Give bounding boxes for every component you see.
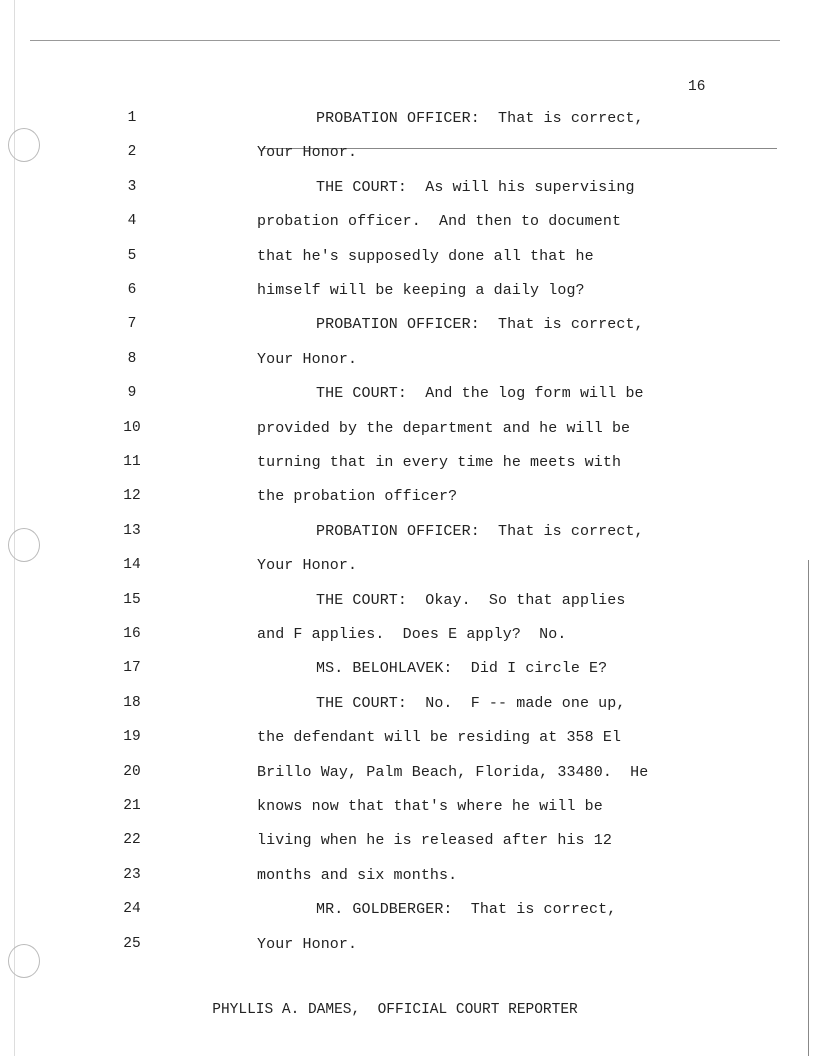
- line-number: 19: [123, 729, 141, 745]
- transcript-line: [0, 420, 817, 444]
- line-number: 1: [127, 110, 137, 126]
- line-number: 12: [123, 488, 141, 504]
- transcript-line: [0, 660, 817, 684]
- transcript-line: [0, 592, 817, 616]
- line-text: Your Honor.: [257, 557, 358, 574]
- line-number: 5: [127, 248, 137, 264]
- line-number: 16: [123, 626, 141, 642]
- line-text: probation officer. And then to document: [257, 213, 622, 230]
- line-text: MR. GOLDBERGER: That is correct,: [316, 901, 617, 918]
- transcript-line: [0, 729, 817, 753]
- line-text: PROBATION OFFICER: That is correct,: [316, 523, 644, 540]
- line-text: PROBATION OFFICER: That is correct,: [316, 110, 644, 127]
- transcript-line: [0, 488, 817, 512]
- line-text: THE COURT: As will his supervising: [316, 179, 635, 196]
- line-text: MS. BELOHLAVEK: Did I circle E?: [316, 660, 608, 677]
- transcript-line: [0, 626, 817, 650]
- transcript-line: [0, 144, 817, 168]
- line-number: 8: [127, 351, 137, 367]
- line-text: turning that in every time he meets with: [257, 454, 622, 471]
- transcript-line: [0, 936, 817, 960]
- line-text: Brillo Way, Palm Beach, Florida, 33480. He: [257, 764, 649, 781]
- line-text: THE COURT: Okay. So that applies: [316, 592, 626, 609]
- line-number: 21: [123, 798, 141, 814]
- transcript-line: [0, 764, 817, 788]
- line-number: 23: [123, 867, 141, 883]
- line-text: Your Honor.: [257, 936, 358, 953]
- line-text: provided by the department and he will be: [257, 420, 631, 437]
- transcript-line: [0, 248, 817, 272]
- line-number: 7: [127, 316, 137, 332]
- line-number: 14: [123, 557, 141, 573]
- line-text: Your Honor.: [257, 351, 358, 368]
- transcript-line: [0, 110, 817, 134]
- transcript-line: [0, 213, 817, 237]
- transcript-line: [0, 385, 817, 409]
- transcript-line: [0, 316, 817, 340]
- line-text: and F applies. Does E apply? No.: [257, 626, 567, 643]
- line-text: the probation officer?: [257, 488, 458, 505]
- line-text: the defendant will be residing at 358 El: [257, 729, 622, 746]
- line-text: THE COURT: And the log form will be: [316, 385, 644, 402]
- transcript-line: [0, 523, 817, 547]
- line-text: THE COURT: No. F -- made one up,: [316, 695, 626, 712]
- transcript-line: [0, 695, 817, 719]
- line-text: living when he is released after his 12: [257, 832, 612, 849]
- line-number: 11: [123, 454, 141, 470]
- line-number: 22: [123, 832, 141, 848]
- line-number: 17: [123, 660, 141, 676]
- line-text: knows now that that's where he will be: [257, 798, 603, 815]
- transcript-line: [0, 351, 817, 375]
- line-number: 4: [127, 213, 137, 229]
- transcript-line: [0, 867, 817, 891]
- line-text: Your Honor.: [257, 144, 358, 161]
- line-number: 15: [123, 592, 141, 608]
- transcript-line: [0, 901, 817, 925]
- line-number: 9: [127, 385, 137, 401]
- page-number: 16: [688, 79, 706, 95]
- line-number: 18: [123, 695, 141, 711]
- line-number: 6: [127, 282, 137, 298]
- line-number: 13: [123, 523, 141, 539]
- footer-reporter: PHYLLIS A. DAMES, OFFICIAL COURT REPORTER: [212, 1002, 578, 1018]
- transcript-line: [0, 832, 817, 856]
- line-number: 3: [127, 179, 137, 195]
- line-text: months and six months.: [257, 867, 458, 884]
- transcript-line: [0, 282, 817, 306]
- line-number: 2: [127, 144, 137, 160]
- line-number: 24: [123, 901, 141, 917]
- line-text: himself will be keeping a daily log?: [257, 282, 585, 299]
- line-text: that he's supposedly done all that he: [257, 248, 594, 265]
- line-number: 20: [123, 764, 141, 780]
- line-number: 10: [123, 420, 141, 436]
- transcript-line: [0, 557, 817, 581]
- transcript-line: [0, 454, 817, 478]
- line-text: PROBATION OFFICER: That is correct,: [316, 316, 644, 333]
- line-number: 25: [123, 936, 141, 952]
- transcript-line: [0, 798, 817, 822]
- transcript-line: [0, 179, 817, 203]
